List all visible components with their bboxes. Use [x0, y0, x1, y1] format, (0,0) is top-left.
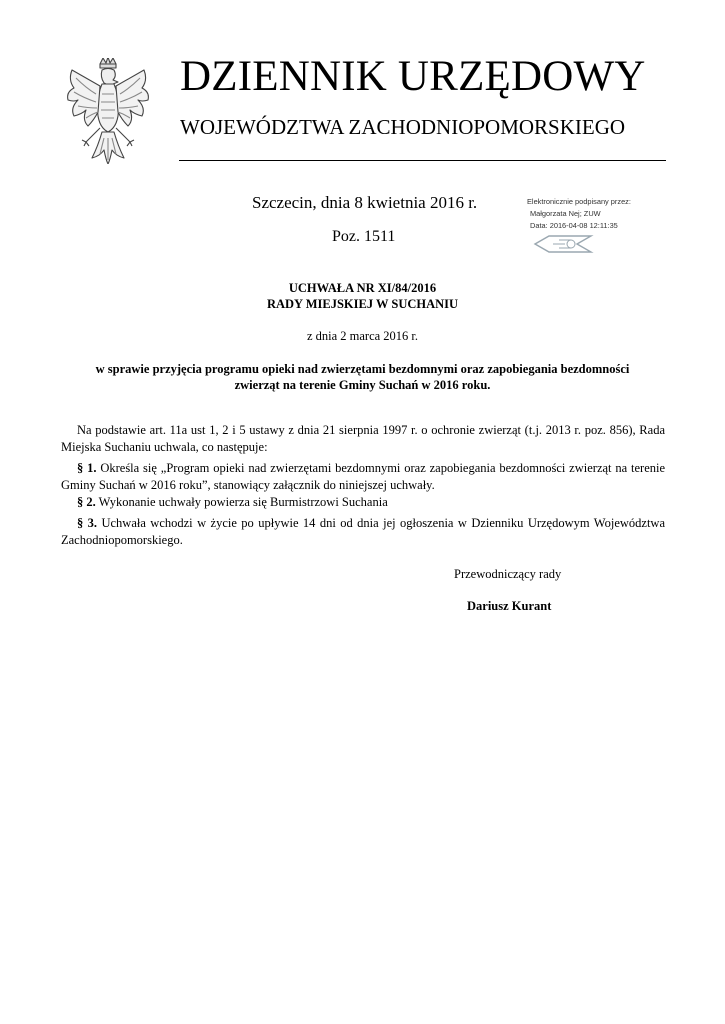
masthead-divider	[179, 160, 666, 161]
section-2-label: § 2.	[77, 495, 96, 509]
signature-check-logo-icon	[531, 234, 597, 254]
electronic-signature-stamp	[527, 196, 697, 256]
section-1-label: § 1.	[77, 461, 97, 475]
section-3-label: § 3.	[77, 516, 98, 530]
esig-line1: Elektronicznie podpisany przez:	[527, 197, 631, 206]
resolution-council: RADY MIEJSKIEJ W SUCHANIU	[266, 297, 459, 311]
section-3-text: Uchwała wchodzi w życie po upływie 14 dni od dnia jej ogłoszenia w Dzienniku Urzędowym Województwa Zachodniopomorskiego.	[61, 516, 665, 547]
resolution-subject-line1: w sprawie przyjęcia programu opieki nad zwierzętami bezdomnymi oraz zapobiegania bezdomności	[95, 362, 630, 376]
masthead-title: DZIENNIK URZĘDOWY	[180, 53, 646, 100]
section-2-paragraph	[61, 494, 665, 511]
resolution-subject-line2: zwierząt na terenie Gminy Suchań w 2016 roku.	[234, 378, 491, 392]
resolution-date: z dnia 2 marca 2016 r.	[306, 329, 419, 343]
section-3-paragraph	[61, 515, 665, 548]
preamble-paragraph	[61, 422, 665, 455]
section-1-text: Określa się „Program opieki nad zwierzętami bezdomnymi oraz zapobiegania bezdomności zwierząt na terenie Gminy Suchań w 2016 roku”, stanowiący załącznik do niniejszej uchwały.	[61, 461, 666, 492]
esig-signer: Małgorzata Nej; ZUW	[530, 209, 601, 218]
publication-position: Poz. 1511	[332, 228, 396, 245]
signatory-role: Przewodniczący rady	[454, 567, 562, 581]
section-2-text: Wykonanie uchwały powierza się Burmistrzowi Suchania	[95, 495, 388, 509]
section-1-paragraph	[61, 460, 665, 493]
resolution-subject	[60, 361, 665, 393]
resolution-title	[60, 280, 665, 312]
publication-place-date: Szczecin, dnia 8 kwietnia 2016 r.	[252, 193, 478, 212]
polish-eagle-emblem-icon	[62, 58, 154, 164]
signatory-name: Dariusz Kurant	[467, 599, 552, 613]
esig-date: Data: 2016-04-08 12:11:35	[530, 221, 618, 230]
masthead-subtitle: WOJEWÓDZTWA ZACHODNIOPOMORSKIEGO	[180, 115, 626, 139]
preamble-text: Na podstawie art. 11a ust 1, 2 i 5 ustawy z dnia 21 sierpnia 1997 r. o ochronie zwierząt (t.j. 2013 r. poz. 856), Rada Miejska Suchaniu uchwala, co następuje:	[61, 423, 665, 454]
resolution-number: UCHWAŁA NR XI/84/2016	[288, 281, 437, 295]
